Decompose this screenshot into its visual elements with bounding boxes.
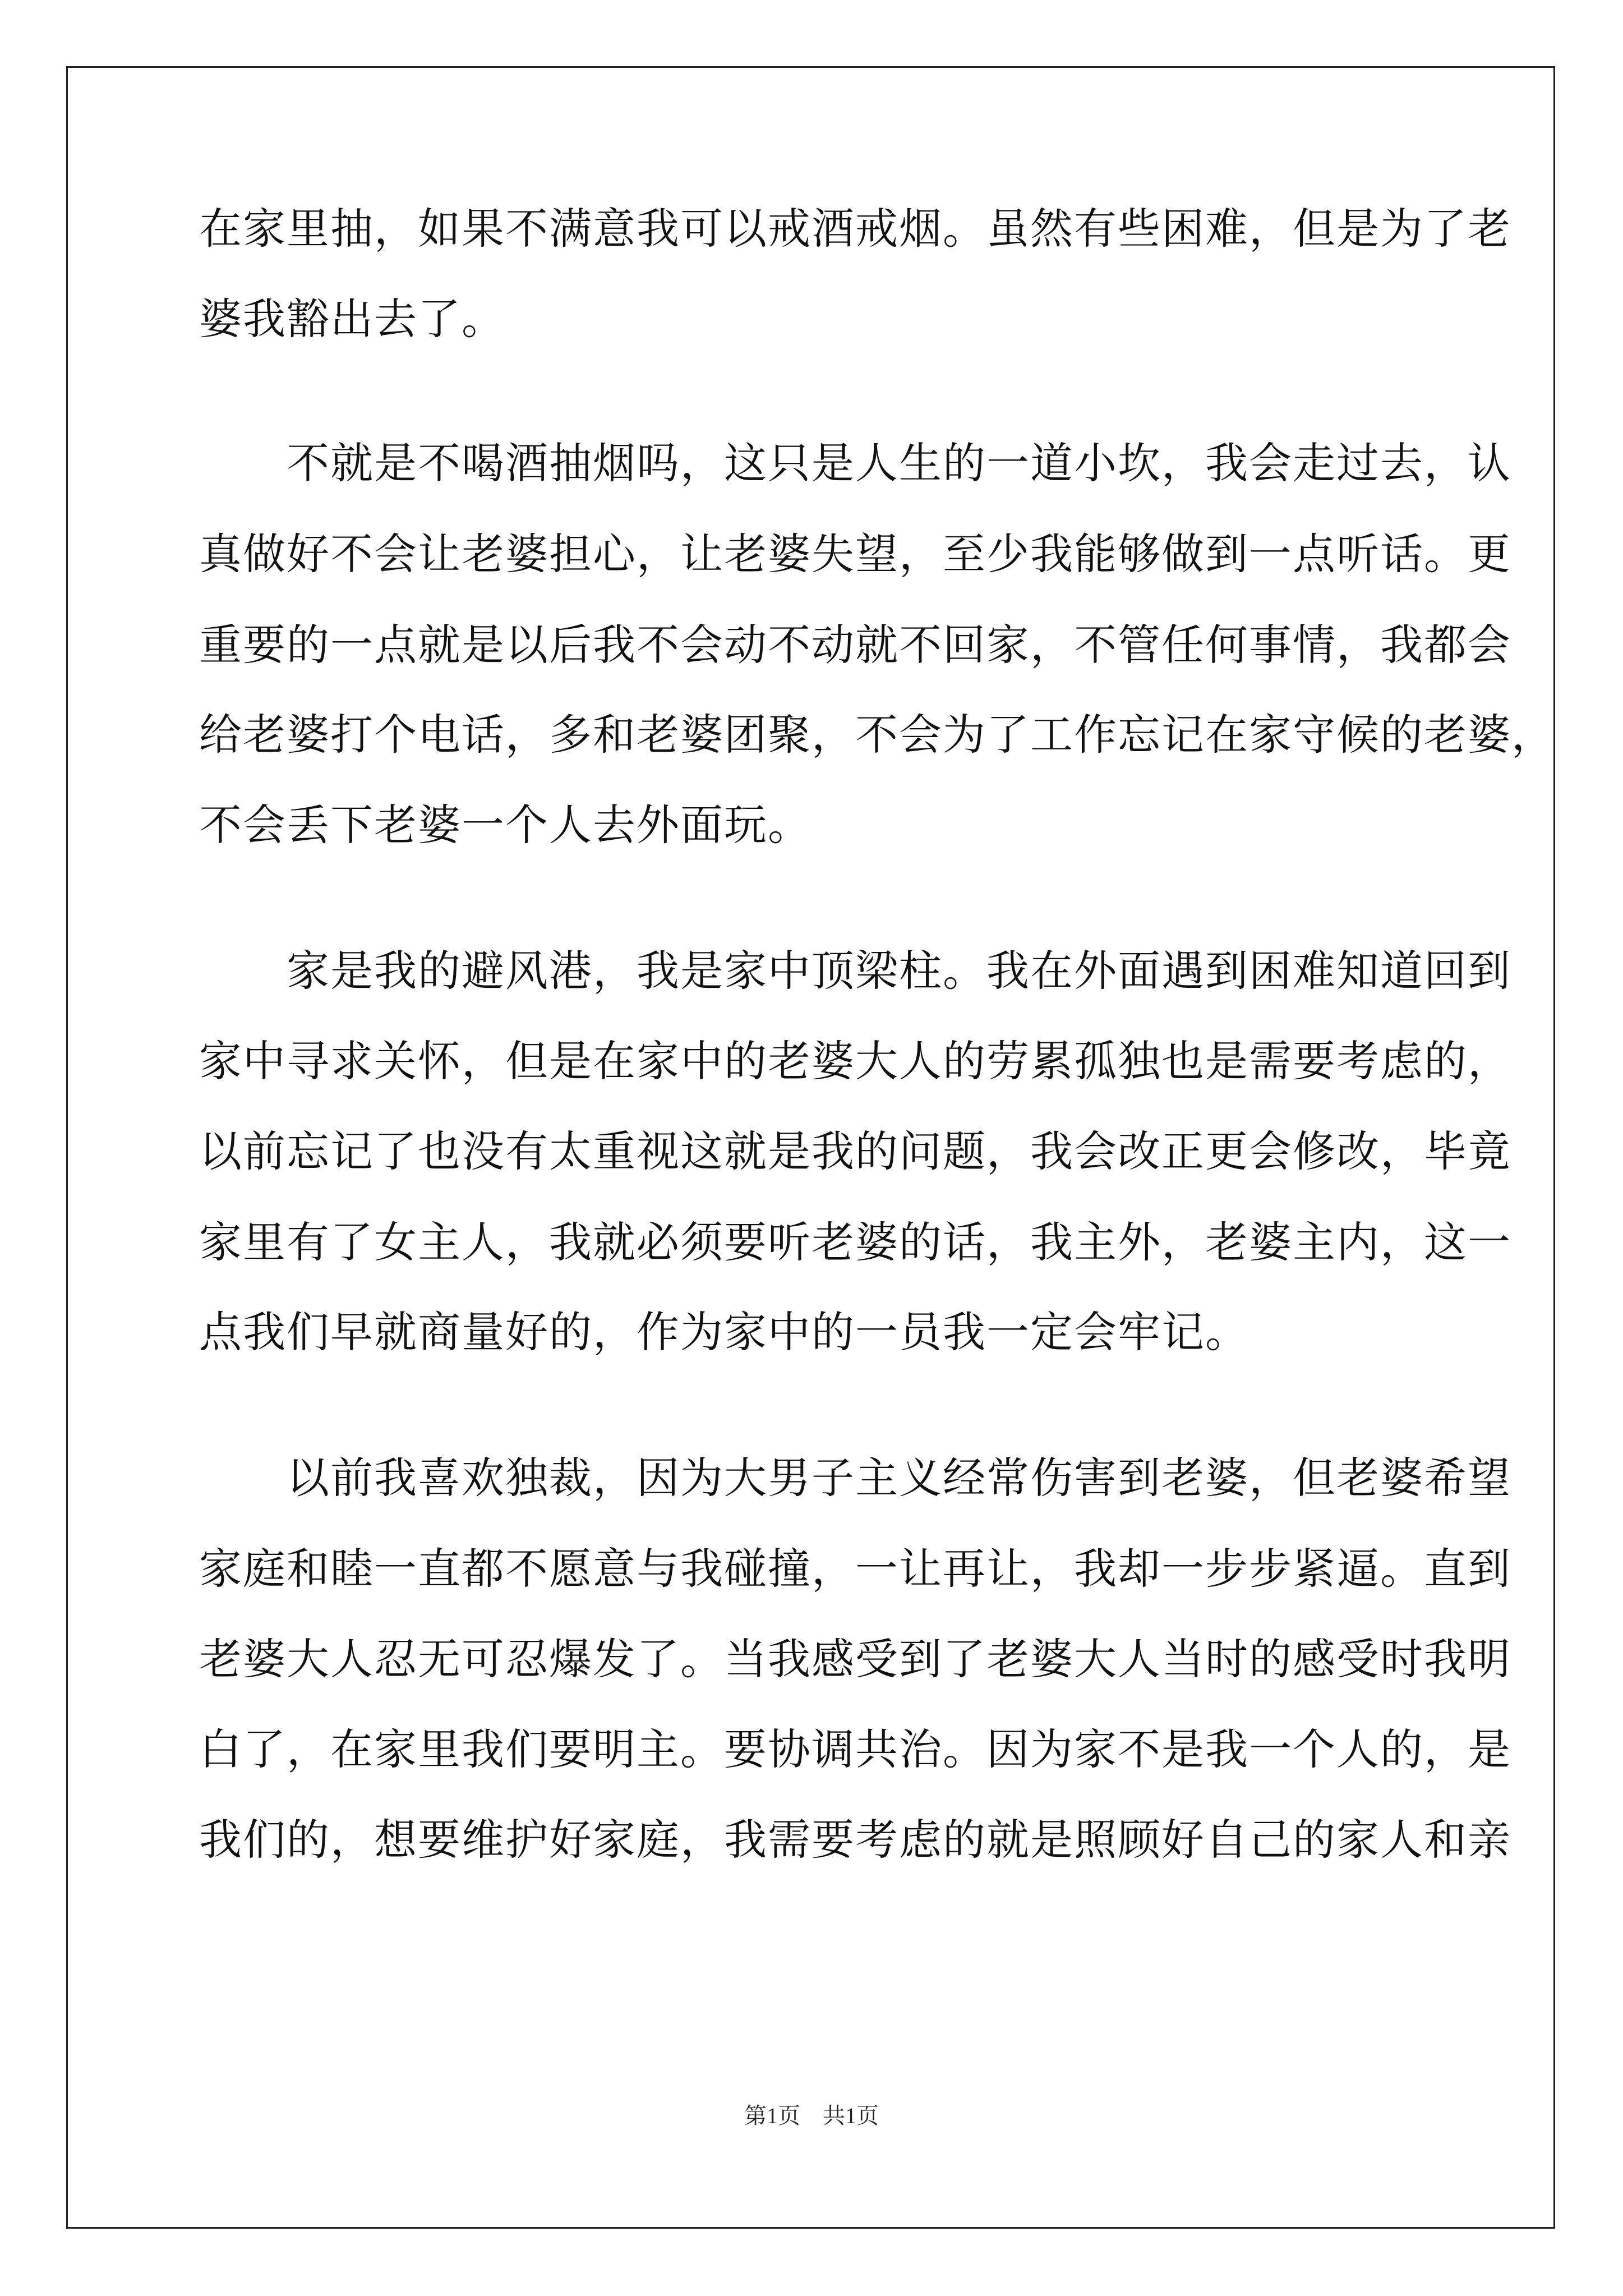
text-line: 真做好不会让老婆担心，让老婆失望，至少我能够做到一点听话。更 xyxy=(199,529,1511,579)
text-line: 婆我豁出去了。 xyxy=(199,294,505,344)
text-line: 重要的一点就是以后我不会动不动就不回家，不管任何事情，我都会 xyxy=(199,620,1511,670)
text-line: 白了，在家里我们要明主。要协调共治。因为家不是我一个人的，是 xyxy=(199,1724,1511,1774)
text-line: 老婆大人忍无可忍爆发了。当我感受到了老婆大人当时的感受时我明 xyxy=(199,1634,1511,1684)
text-line: 我们的，想要维护好家庭，我需要考虑的就是照顾好自己的家人和亲 xyxy=(199,1815,1511,1865)
text-line: 以前我喜欢独裁，因为大男子主义经常伤害到老婆，但老婆希望 xyxy=(199,1453,1511,1503)
text-line: 不会丢下老婆一个人去外面玩。 xyxy=(199,800,811,850)
text-line: 家是我的避风港，我是家中顶梁柱。我在外面遇到困难知道回到 xyxy=(199,946,1511,996)
text-line: 家里有了女主人，我就必须要听老婆的话，我主外，老婆主内，这一 xyxy=(199,1217,1511,1267)
text-line: 在家里抽，如果不满意我可以戒酒戒烟。虽然有些困难，但是为了老 xyxy=(199,204,1511,254)
text-line: 家中寻求关怀，但是在家中的老婆大人的劳累孤独也是需要考虑的， xyxy=(199,1036,1511,1086)
text-line: 点我们早就商量好的，作为家中的一员我一定会牢记。 xyxy=(199,1307,1249,1357)
text-line: 不就是不喝酒抽烟吗，这只是人生的一道小坎，我会走过去，认 xyxy=(199,438,1511,488)
text-line: 以前忘记了也没有太重视这就是我的问题，我会改正更会修改，毕竟 xyxy=(199,1126,1511,1176)
text-line: 家庭和睦一直都不愿意与我碰撞，一让再让，我却一步步紧逼。直到 xyxy=(199,1544,1511,1594)
text-line: 给老婆打个电话，多和老婆团聚，不会为了工作忘记在家守候的老婆， xyxy=(199,710,1555,760)
page-number-footer: 第1页 共1页 xyxy=(744,2103,879,2128)
